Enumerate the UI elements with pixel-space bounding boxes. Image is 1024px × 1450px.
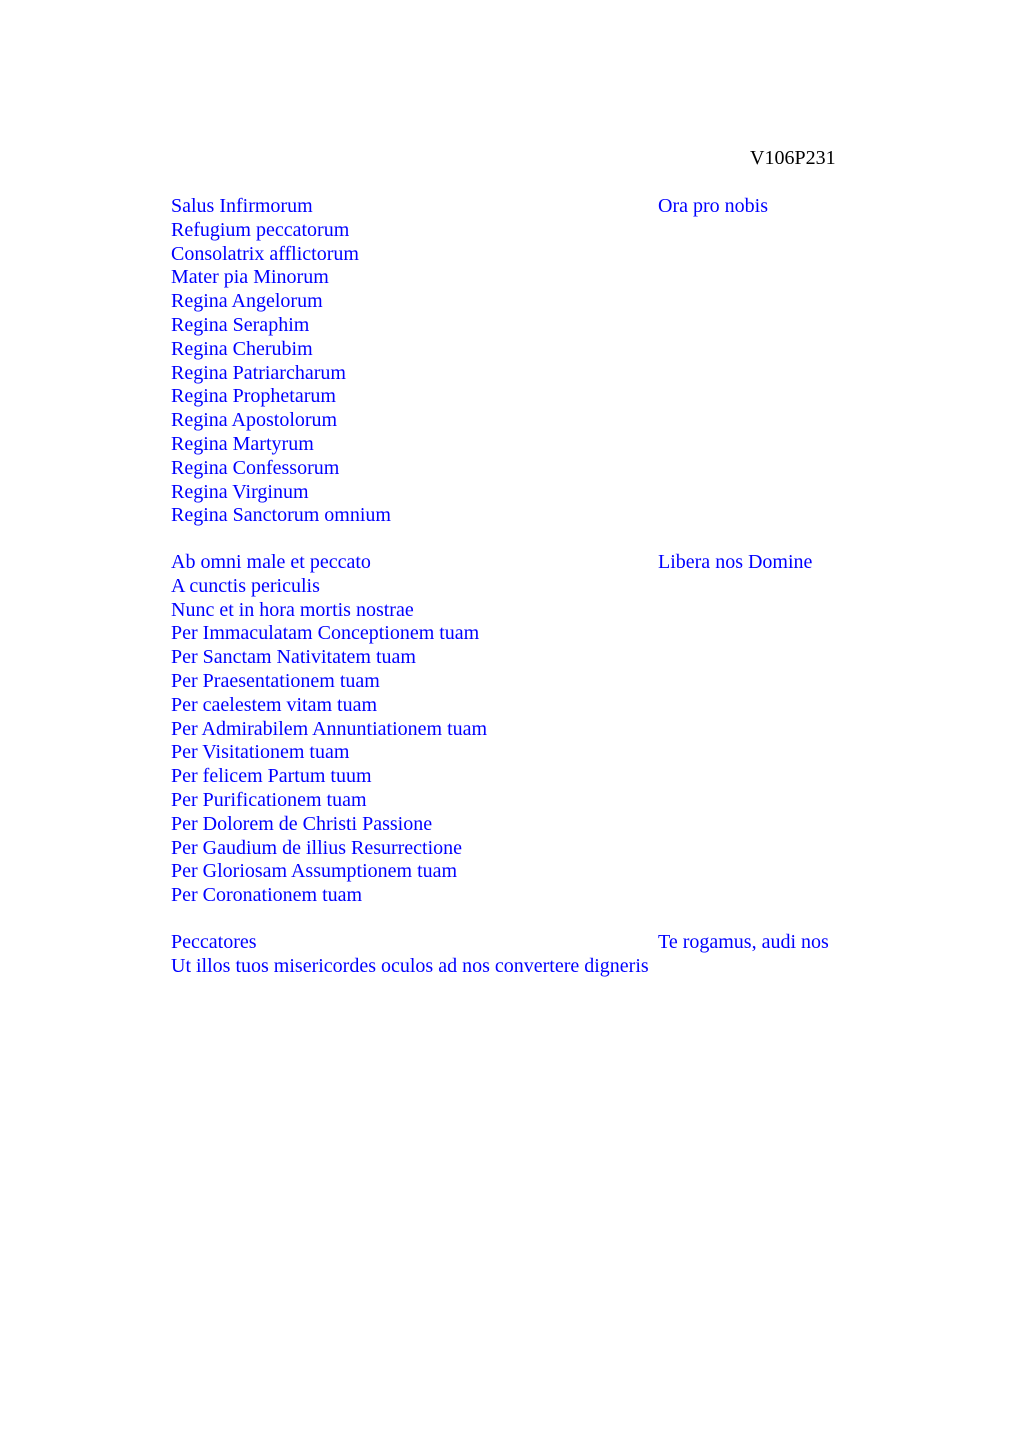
litany-line: Refugium peccatorum — [171, 218, 350, 241]
litany-line: Per Immaculatam Conceptionem tuam — [171, 622, 480, 645]
litany-line: Per Admirabilem Annuntiationem tuam — [171, 717, 488, 740]
litany-line: Peccatores — [171, 931, 257, 953]
litany-section-ora-pro-nobis — [171, 195, 871, 528]
litany-line: Regina Prophetarum — [171, 385, 336, 408]
litany-line: Per Gloriosam Assumptionem tuam — [171, 860, 458, 883]
litany-line: Nunc et in hora mortis nostrae — [171, 598, 414, 621]
litany-line: Salus Infirmorum — [171, 195, 313, 217]
litany-line: Per caelestem vitam tuam — [171, 693, 378, 716]
litany-line: Per Dolorem de Christi Passione — [171, 812, 433, 835]
litany-line: Per Praesentationem tuam — [171, 669, 380, 692]
litany-line: Per Purificationem tuam — [171, 788, 367, 811]
litany-line: Regina Confessorum — [171, 456, 340, 479]
litany-line: Per Sanctam Nativitatem tuam — [171, 646, 416, 669]
litany-line: Mater pia Minorum — [171, 266, 329, 289]
litany-line: Regina Seraphim — [171, 313, 310, 336]
litany-line: Regina Virginum — [171, 480, 309, 503]
section-response: Libera nos Domine — [658, 551, 813, 573]
section-response: Te rogamus, audi nos — [658, 931, 829, 953]
litany-section-libera-nos — [171, 551, 871, 908]
litany-section-te-rogamus — [171, 931, 871, 979]
litany-line: Per felicem Partum tuum — [171, 765, 372, 788]
page-reference: V106P231 — [750, 147, 836, 169]
litany-line: Regina Angelorum — [171, 290, 323, 313]
litany-line: Per Gaudium de illius Resurrectione — [171, 836, 463, 859]
section-response: Ora pro nobis — [658, 195, 768, 217]
litany-line: Regina Cherubim — [171, 337, 313, 360]
litany-line: Regina Apostolorum — [171, 409, 338, 432]
litany-line: Regina Martyrum — [171, 432, 314, 455]
litany-line: Regina Patriarcharum — [171, 361, 346, 384]
litany-line: Per Coronationem tuam — [171, 884, 363, 907]
litany-line: Regina Sanctorum omnium — [171, 504, 391, 527]
litany-line: Ut illos tuos misericordes oculos ad nos convertere digneris — [171, 954, 649, 977]
litany-line: A cunctis periculis — [171, 574, 320, 597]
litany-line: Consolatrix afflictorum — [171, 242, 359, 265]
litany-line: Per Visitationem tuam — [171, 741, 350, 764]
litany-line: Ab omni male et peccato — [171, 551, 371, 573]
